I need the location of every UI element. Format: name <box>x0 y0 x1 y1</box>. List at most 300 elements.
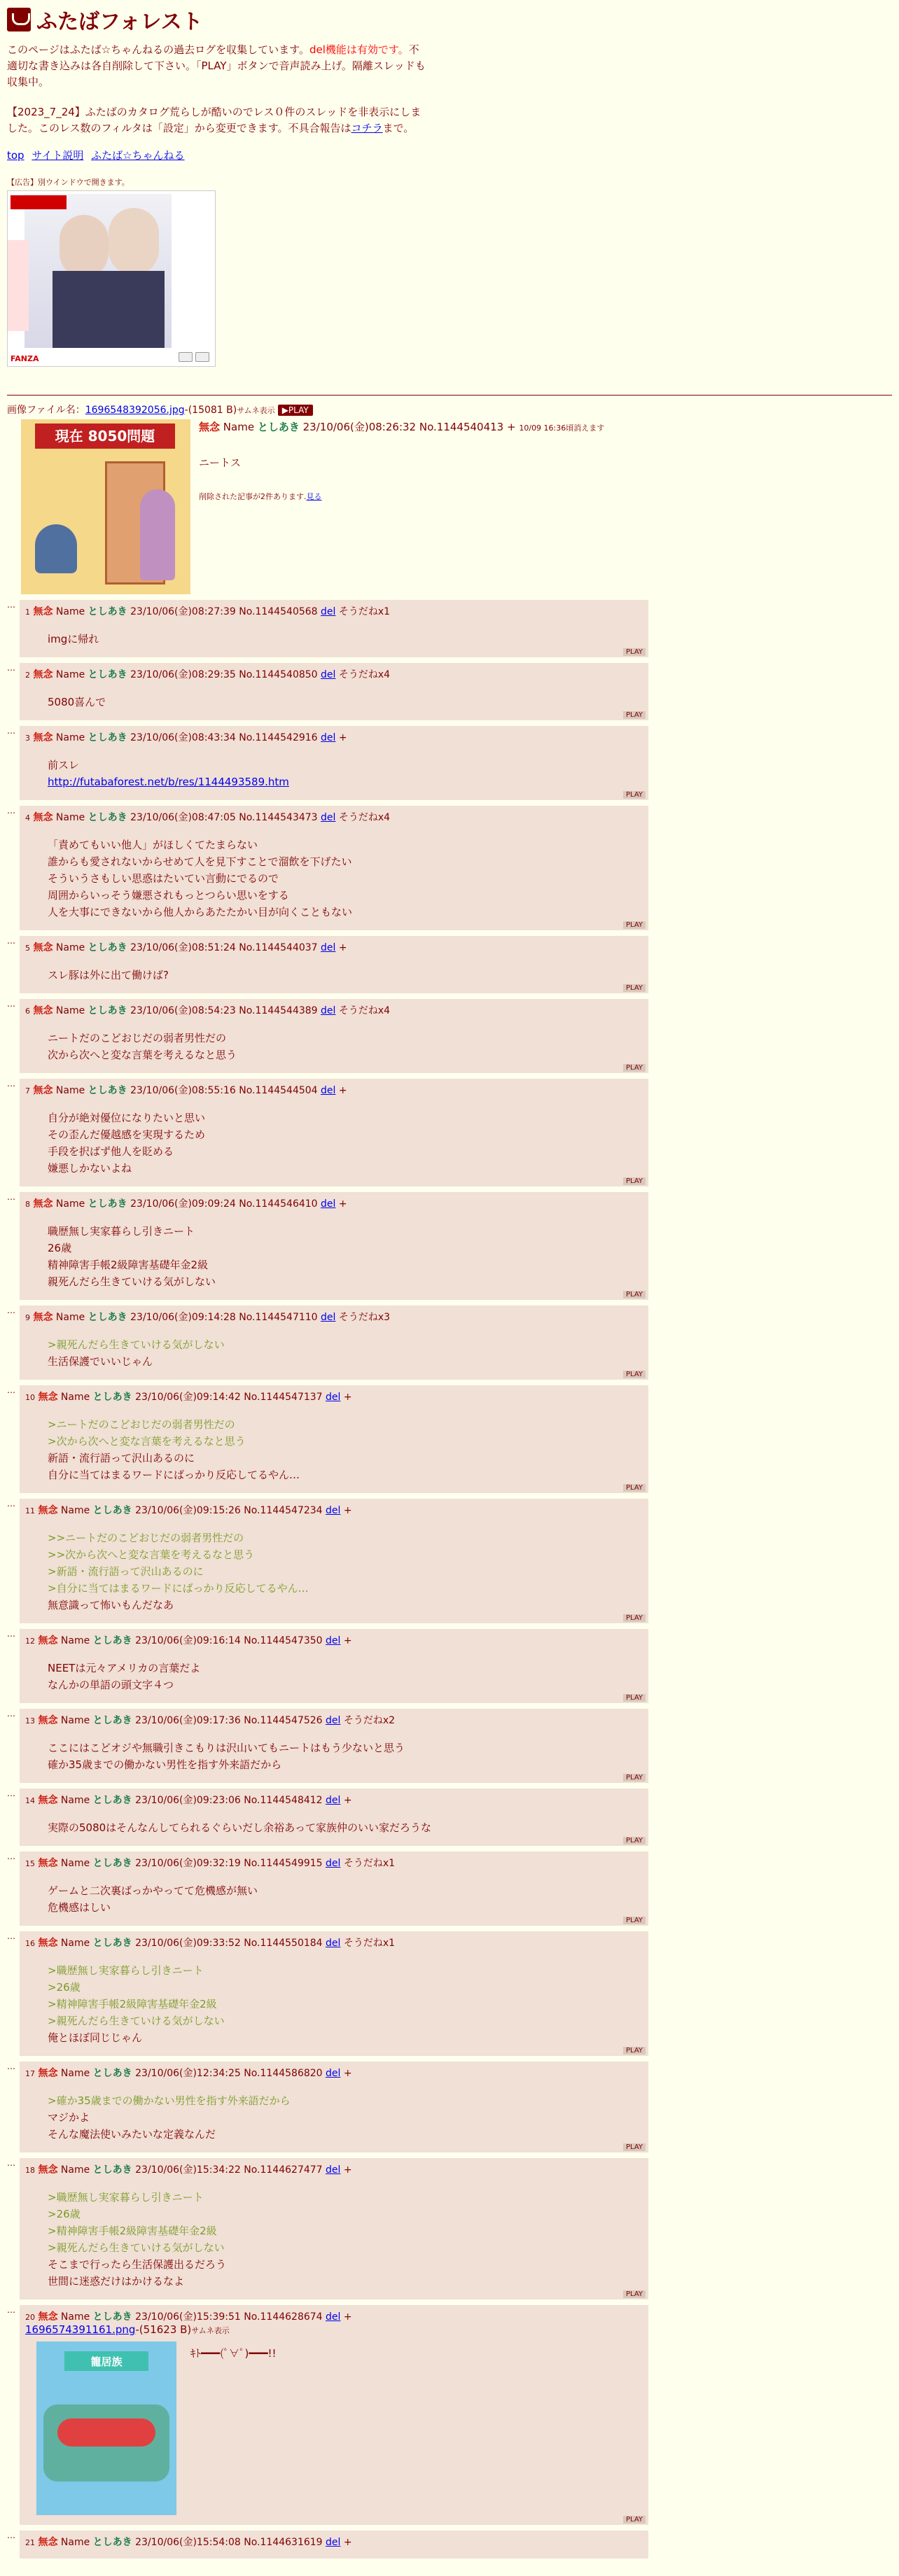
poster-name: としあき <box>92 2311 132 2323</box>
reply-box <box>20 726 648 800</box>
reply-line: 無意識って怖いもんだなあ <box>48 1599 174 1611</box>
del-link[interactable]: del <box>321 942 336 953</box>
nav-about-link[interactable]: サイト説明 <box>32 149 84 162</box>
reply-header <box>25 2162 648 2176</box>
reply-play-button[interactable]: PLAY <box>623 648 646 656</box>
del-link[interactable]: del <box>321 1005 336 1016</box>
sodane-button[interactable]: そうだねx4 <box>338 812 391 823</box>
report-link[interactable]: コチラ <box>351 122 383 134</box>
reply-index: 11 <box>25 1506 35 1516</box>
reply-line: ここにはこどオジや無職引きこもりは沢山いてもニートはもう少ないと思う <box>48 1742 405 1754</box>
reply-play-button[interactable]: PLAY <box>623 1694 646 1702</box>
notice-text-post: まで。 <box>382 122 414 134</box>
del-link[interactable]: del <box>321 1085 336 1096</box>
poster-name: としあき <box>88 1005 127 1016</box>
reply-subject: 無念 <box>38 2311 58 2323</box>
reply-index: 16 <box>25 1939 35 1948</box>
sodane-button[interactable]: + <box>343 2311 352 2323</box>
reply-header <box>25 1390 648 1404</box>
poster-name: としあき <box>92 1858 132 1869</box>
reply-subject: 無念 <box>33 669 53 680</box>
name-label: Name <box>60 1795 90 1806</box>
reply-play-button[interactable]: PLAY <box>623 2143 646 2151</box>
reply-indent: … <box>7 2530 15 2540</box>
intro-paragraph-1 <box>0 35 434 90</box>
del-link[interactable]: del <box>326 1635 341 1646</box>
op-image[interactable] <box>21 419 190 594</box>
reply-play-button[interactable]: PLAY <box>623 791 646 799</box>
nav-top-link[interactable]: top <box>7 149 25 162</box>
name-label: Name <box>60 1392 90 1403</box>
reply-body <box>48 836 648 920</box>
reply-box <box>20 1079 648 1186</box>
thumb-note: サムネ表示 <box>191 2326 230 2335</box>
reply-subject: 無念 <box>38 1858 58 1869</box>
reply-index: 17 <box>25 2069 35 2078</box>
post-date: 23/10/06(金)09:32:19 <box>135 1858 241 1869</box>
reply-line: >職歴無し実家暮らし引きニート <box>48 1964 204 1977</box>
reply-image-banner: 籠居族 <box>90 2356 123 2368</box>
reply-header <box>25 810 648 824</box>
reply-header <box>25 1503 648 1517</box>
ad-next-button[interactable] <box>195 352 209 362</box>
reply-subject: 無念 <box>33 1198 53 1210</box>
del-link[interactable]: del <box>326 1505 341 1516</box>
del-link[interactable]: del <box>321 606 336 617</box>
sodane-button[interactable]: + <box>338 942 347 953</box>
reply-line: >次から次へと変な言葉を考えるなと思う <box>48 1435 246 1448</box>
reply-index: 15 <box>25 1859 35 1868</box>
reply-body: ｷﾄ━━━(ﾟ∀ﾟ)━━━!! <box>190 2347 277 2360</box>
poster-name: としあき <box>88 812 127 823</box>
intro-text: このページはふたば☆ちゃんねるの過去ログを収集しています。 <box>7 43 309 56</box>
reply-subject: 無念 <box>33 732 53 743</box>
reply-play-button[interactable]: PLAY <box>623 2290 646 2298</box>
reply-header <box>25 1713 648 1727</box>
sodane-button[interactable]: + <box>343 1635 352 1646</box>
reply-line: >親死んだら生きていける気がしない <box>48 2241 225 2254</box>
post-number[interactable]: No.1144586820 <box>244 2068 323 2079</box>
poster-name: としあき <box>88 1312 127 1323</box>
post-number[interactable]: No.1144546410 <box>239 1198 318 1210</box>
reply-box <box>20 999 648 1073</box>
reply-index: 14 <box>25 1796 35 1805</box>
reply-subject: 無念 <box>38 2068 58 2079</box>
post-number[interactable]: No.1144548412 <box>244 1795 323 1806</box>
reply-box <box>20 2530 648 2558</box>
post-number[interactable]: No.1144628674 <box>244 2311 323 2323</box>
reply-subject: 無念 <box>38 1715 58 1726</box>
reply-line: >職歴無し実家暮らし引きニート <box>48 2191 204 2204</box>
reply-line: >親死んだら生きていける気がしない <box>48 1338 225 1351</box>
notice-text: 【2023_7_24】ふたばのカタログ荒らしが酷いのでレス０件のスレッドを非表示にしました。このレス数のフィルタは「設定」から変更できます。不具合報告は <box>7 106 421 134</box>
reply-body <box>48 1882 648 1916</box>
poster-name: としあき <box>92 1795 132 1806</box>
reply-file-link[interactable]: 1696574391161.png <box>25 2323 136 2336</box>
del-link[interactable]: del <box>321 1198 336 1210</box>
del-link[interactable]: del <box>326 1715 341 1726</box>
reply-play-button[interactable]: PLAY <box>623 2047 646 2054</box>
del-link[interactable]: del <box>326 2311 341 2323</box>
reply-header <box>25 1856 648 1870</box>
futaba-logo-icon <box>7 8 31 31</box>
reply-body <box>48 1110 648 1177</box>
reply-item <box>7 663 899 720</box>
site-nav <box>0 136 899 162</box>
reply-item <box>7 1629 899 1703</box>
site-title: ふたばフォレスト <box>36 10 203 34</box>
reply-header <box>25 940 648 954</box>
post-date: 23/10/06(金)09:33:52 <box>135 1938 241 1949</box>
reply-line: >26歳 <box>48 2208 81 2220</box>
ad-brand-logo: FANZA <box>11 354 39 363</box>
reply-item <box>7 999 899 1073</box>
post-number[interactable]: No.1144631619 <box>244 2537 323 2548</box>
reply-subject: 無念 <box>38 1795 58 1806</box>
ad-banner[interactable] <box>7 190 216 367</box>
reply-play-button[interactable]: PLAY <box>623 1484 646 1492</box>
ad-prev-button[interactable] <box>179 352 193 362</box>
ad-image[interactable] <box>25 194 197 348</box>
reply-item <box>7 2530 899 2558</box>
reply-box <box>20 1629 648 1703</box>
post-number[interactable]: No.1144547137 <box>244 1392 323 1403</box>
reply-subject: 無念 <box>38 2164 58 2176</box>
reply-indent: … <box>7 806 15 816</box>
poster-name: としあき <box>88 732 127 743</box>
post-number[interactable]: No.1144627477 <box>244 2164 323 2176</box>
reply-indent: … <box>7 936 15 946</box>
reply-box <box>20 1851 648 1926</box>
op-file-line <box>0 402 899 416</box>
reply-line: 周囲からいっそう嫌悪されもっとつらい思いをする <box>48 889 289 902</box>
op-play-button[interactable]: ▶PLAY <box>278 405 313 416</box>
reply-line: そんな魔法使いみたいな定義なんだ <box>48 2128 216 2141</box>
reply-body <box>48 694 648 710</box>
reply-item <box>7 1851 899 1926</box>
reply-file-line <box>25 2323 648 2336</box>
sodane-button[interactable]: + <box>338 1198 347 1210</box>
reply-play-button[interactable]: PLAY <box>623 1064 646 1072</box>
del-link[interactable]: del <box>326 2537 341 2548</box>
post-number[interactable]: No.1144540850 <box>239 669 318 680</box>
reply-indent: … <box>7 600 15 610</box>
reply-index: 7 <box>25 1086 30 1096</box>
post-number[interactable]: No.1144542916 <box>239 732 318 743</box>
post-date: 23/10/06(金)09:16:14 <box>135 1635 241 1646</box>
post-number[interactable]: No.1144543473 <box>239 812 318 823</box>
sodane-button[interactable]: そうだねx4 <box>338 669 391 680</box>
reply-item <box>7 2158 899 2300</box>
reply-image[interactable] <box>36 2342 176 2515</box>
reply-item <box>7 806 899 930</box>
reply-box <box>20 1192 648 1300</box>
reply-indent: … <box>7 999 15 1009</box>
reply-play-button[interactable]: PLAY <box>623 1614 646 1622</box>
reply-header <box>25 2535 648 2549</box>
reply-body <box>48 2189 648 2290</box>
reply-file-size: -(51623 B) <box>135 2323 192 2336</box>
post-date: 23/10/06(金)08:43:34 <box>130 732 236 743</box>
reply-item <box>7 1385 899 1493</box>
ad-note: 【広告】別ウインドウで開きます。 <box>7 178 130 187</box>
sodane-button[interactable]: + <box>343 1392 352 1403</box>
ad-nav <box>179 352 209 362</box>
reply-index: 12 <box>25 1637 35 1646</box>
reply-play-button[interactable]: PLAY <box>623 1917 646 1924</box>
sodane-button[interactable]: + <box>343 2537 352 2548</box>
reply-play-button[interactable]: PLAY <box>623 984 646 992</box>
reply-line: ゲームと二次裏ばっかやってて危機感が無い <box>48 1884 258 1897</box>
reply-item <box>7 1931 899 2056</box>
reply-header <box>25 1793 648 1807</box>
reply-body <box>48 631 648 648</box>
reply-indent: … <box>7 1851 15 1861</box>
del-link[interactable]: del <box>326 2164 341 2176</box>
reply-subject: 無念 <box>38 1392 58 1403</box>
reply-box <box>20 1499 648 1623</box>
reply-line: 確か35歳までの働かない男性を指す外来語だから <box>48 1758 282 1771</box>
deleted-show-link[interactable]: 見る <box>306 492 322 501</box>
sodane-button[interactable]: そうだねx3 <box>338 1312 391 1323</box>
reply-item <box>7 1192 899 1300</box>
post-date: 23/10/06(金)09:15:26 <box>135 1505 241 1516</box>
deleted-text: 削除された記事が2件あります. <box>199 492 307 501</box>
poster-name: としあき <box>92 2068 132 2079</box>
post-date: 23/10/06(金)09:14:28 <box>130 1312 236 1323</box>
sodane-button[interactable]: + <box>338 1085 347 1096</box>
reply-box <box>20 600 648 657</box>
reply-item <box>7 2305 899 2525</box>
sodane-button[interactable]: そうだねx1 <box>338 606 391 617</box>
reply-line: >>次から次へと変な言葉を考えるなと思う <box>48 1548 255 1561</box>
post-number[interactable]: No.1144540413 <box>419 421 504 433</box>
sodane-button[interactable]: そうだねx2 <box>343 1715 396 1726</box>
name-label: Name <box>60 1505 90 1516</box>
name-label: Name <box>60 2311 90 2323</box>
reply-link[interactable]: http://futabaforest.net/b/res/1144493589.htm <box>48 776 289 788</box>
reply-subject: 無念 <box>33 1085 53 1096</box>
poster-name: としあき <box>88 1085 127 1096</box>
reply-line: >>ニートだのこどおじだの弱者男性だの <box>48 1532 244 1544</box>
post-date: 23/10/06(金)08:29:35 <box>130 669 236 680</box>
name-label: Name <box>55 606 85 617</box>
del-link[interactable]: del <box>326 2068 341 2079</box>
reply-indent: … <box>7 726 15 736</box>
reply-line: >新語・流行語って沢山あるのに <box>48 1565 204 1578</box>
reply-list <box>0 600 899 2300</box>
name-label: Name <box>55 812 85 823</box>
reply-play-button[interactable]: PLAY <box>623 1837 646 1844</box>
sodane-button[interactable]: + <box>507 421 516 433</box>
thumb-note: サムネ表示 <box>237 406 275 415</box>
reply-line: そこまで行ったら生活保護出るだろう <box>48 2258 227 2271</box>
reply-box <box>20 2305 648 2525</box>
post-date: 23/10/06(金)08:55:16 <box>130 1085 236 1096</box>
post-date: 23/10/06(金)09:09:24 <box>130 1198 236 1210</box>
op-header <box>199 419 604 434</box>
post-number[interactable]: No.1144544389 <box>239 1005 318 1016</box>
sodane-button[interactable]: + <box>343 2068 352 2079</box>
post-date: 23/10/06(金)09:14:42 <box>135 1392 241 1403</box>
reply-body <box>48 1530 648 1614</box>
sodane-button[interactable]: + <box>343 2164 352 2176</box>
reply-header <box>25 604 648 618</box>
reply-subject: 無念 <box>38 1938 58 1949</box>
del-link[interactable]: del <box>326 1795 341 1806</box>
del-link[interactable]: del <box>326 1938 341 1949</box>
reply-play-button[interactable]: PLAY <box>623 711 646 719</box>
name-label: Name <box>55 1312 85 1323</box>
post-date: 23/10/06(金)08:27:39 <box>130 606 236 617</box>
sodane-button[interactable]: そうだねx4 <box>338 1005 391 1016</box>
poster-name: としあき <box>257 421 300 433</box>
sodane-button[interactable]: + <box>338 732 347 743</box>
reply-line: ニートだのこどおじだの弱者男性だの <box>48 1032 227 1044</box>
reply-subject: 無念 <box>38 2537 58 2548</box>
op-post <box>0 416 899 594</box>
reply-index: 9 <box>25 1313 30 1322</box>
reply-line: 職歴無し実家暮らし引きニート <box>48 1225 195 1238</box>
reply-line: 「責めてもいい他人」がほしくてたまらない <box>48 839 258 851</box>
sodane-button[interactable]: + <box>343 1505 352 1516</box>
reply-body <box>48 1819 648 1836</box>
reply-index: 1 <box>25 608 30 617</box>
reply-play-button[interactable]: PLAY <box>623 2516 646 2524</box>
poster-name: としあき <box>92 1392 132 1403</box>
reply-body <box>48 1962 648 2046</box>
reply-item <box>7 1788 899 1846</box>
reply-line: 26歳 <box>48 1242 72 1254</box>
del-link[interactable]: del <box>321 732 336 743</box>
reply-item <box>7 726 899 800</box>
reply-line: >ニートだのこどおじだの弱者男性だの <box>48 1418 235 1431</box>
name-label: Name <box>60 2164 90 2176</box>
reply-line: 自分が絶対優位になりたいと思い <box>48 1112 206 1124</box>
ad-section <box>7 176 892 367</box>
reply-indent: … <box>7 1931 15 1941</box>
post-number[interactable]: No.1144544037 <box>239 942 318 953</box>
reply-header <box>25 667 648 681</box>
reply-line: その歪んだ優越感を実現するため <box>48 1128 206 1141</box>
reply-play-button[interactable]: PLAY <box>623 921 646 929</box>
name-label: Name <box>60 1635 90 1646</box>
reply-line: >精神障害手帳2級障害基礎年金2級 <box>48 1998 217 2010</box>
poster-name: としあき <box>92 1938 132 1949</box>
post-number[interactable]: No.1144547234 <box>244 1505 323 1516</box>
reply-index: 13 <box>25 1716 35 1726</box>
sodane-button[interactable]: そうだねx1 <box>343 1938 396 1949</box>
post-date: 23/10/06(金)08:26:32 <box>302 421 417 433</box>
reply-index: 8 <box>25 1200 30 1209</box>
reply-line: 親死んだら生きていける気がしない <box>48 1275 216 1288</box>
reply-line: NEETは元々アメリカの言葉だよ <box>48 1662 201 1674</box>
nav-futaba-link[interactable]: ふたば☆ちゃんねる <box>91 149 185 162</box>
reply-header <box>25 2309 648 2323</box>
del-link[interactable]: del <box>321 812 336 823</box>
post-number[interactable]: No.1144549915 <box>244 1858 323 1869</box>
reply-box <box>20 2158 648 2300</box>
reply-play-button[interactable]: PLAY <box>623 1371 646 1378</box>
reply-line: 危機感はしい <box>48 1901 111 1914</box>
reply-body <box>48 1740 648 1773</box>
reply-play-button[interactable]: PLAY <box>623 1291 646 1298</box>
name-label: Name <box>60 2068 90 2079</box>
reply-indent: … <box>7 1306 15 1315</box>
reply-line: >確か35歳までの働かない男性を指す外来語だから <box>48 2094 291 2107</box>
reply-indent: … <box>7 2158 15 2168</box>
reply-item <box>7 2062 899 2152</box>
reply-body <box>48 1223 648 1290</box>
reply-item <box>7 1709 899 1783</box>
reply-indent: … <box>7 1499 15 1508</box>
reply-line: >親死んだら生きていける気がしない <box>48 2015 225 2027</box>
sodane-button[interactable]: + <box>343 1795 352 1806</box>
op-file-link[interactable]: 1696548392056.jpg <box>85 405 185 416</box>
del-link[interactable]: del <box>321 1312 336 1323</box>
reply-indent: … <box>7 663 15 673</box>
reply-item <box>7 1306 899 1380</box>
post-date: 23/10/06(金)15:39:51 <box>135 2311 241 2323</box>
reply-line: 俺とほぼ同じじゃん <box>48 2031 143 2044</box>
reply-subject: 無念 <box>33 812 53 823</box>
reply-box <box>20 1385 648 1493</box>
reply-line: 5080喜んで <box>48 696 106 708</box>
reply-play-button[interactable]: PLAY <box>623 1177 646 1185</box>
reply-play-button[interactable]: PLAY <box>623 1774 646 1782</box>
poster-name: としあき <box>92 1715 132 1726</box>
del-link[interactable]: del <box>326 1858 341 1869</box>
op-subject: 無念 <box>199 421 221 433</box>
reply-index: 10 <box>25 1393 35 1402</box>
reply-line: 自分に当てはまるワードにばっかり反応してるやん… <box>48 1469 300 1481</box>
intro-text-post: 不適切な書き込みは各自削除して下さい。「PLAY」ボタンで音声読み上げ。隔離スレッドも収集中。 <box>7 43 426 88</box>
expire-note: 10/09 16:36頃消えます <box>519 424 605 433</box>
reply-body <box>48 967 648 983</box>
post-number[interactable]: No.1144547110 <box>239 1312 318 1323</box>
reply-box <box>20 806 648 930</box>
post-date: 23/10/06(金)09:23:06 <box>135 1795 241 1806</box>
reply-header <box>25 1935 648 1949</box>
reply-box <box>20 1788 648 1846</box>
sodane-button[interactable]: そうだねx1 <box>343 1858 396 1869</box>
reply-line: マジかよ <box>48 2111 90 2124</box>
reply-subject: 無念 <box>33 606 53 617</box>
name-label: Name <box>60 2537 90 2548</box>
reply-body <box>48 1030 648 1063</box>
post-date: 23/10/06(金)15:54:08 <box>135 2537 241 2548</box>
reply-header <box>25 730 648 744</box>
post-number[interactable]: No.1144550184 <box>244 1938 323 1949</box>
reply-index: 3 <box>25 734 30 743</box>
reply-index: 6 <box>25 1007 30 1016</box>
reply-line: 世間に迷惑だけはかけるなよ <box>48 2275 185 2288</box>
reply-line: 手段を択ばず他人を貶める <box>48 1145 174 1158</box>
reply-box <box>20 1306 648 1380</box>
poster-name: としあき <box>88 606 127 617</box>
post-number[interactable]: No.1144540568 <box>239 606 318 617</box>
post-number[interactable]: No.1144544504 <box>239 1085 318 1096</box>
del-link[interactable]: del <box>326 1392 341 1403</box>
post-number[interactable]: No.1144547526 <box>244 1715 323 1726</box>
reply-indent: … <box>7 2305 15 2315</box>
reply-subject: 無念 <box>33 942 53 953</box>
del-link[interactable]: del <box>321 669 336 680</box>
reply-header <box>25 2066 648 2080</box>
post-number[interactable]: No.1144547350 <box>244 1635 323 1646</box>
reply-line: 人を大事にできないから他人からあたたかい目が向くこともない <box>48 906 353 918</box>
reply-item <box>7 1499 899 1623</box>
